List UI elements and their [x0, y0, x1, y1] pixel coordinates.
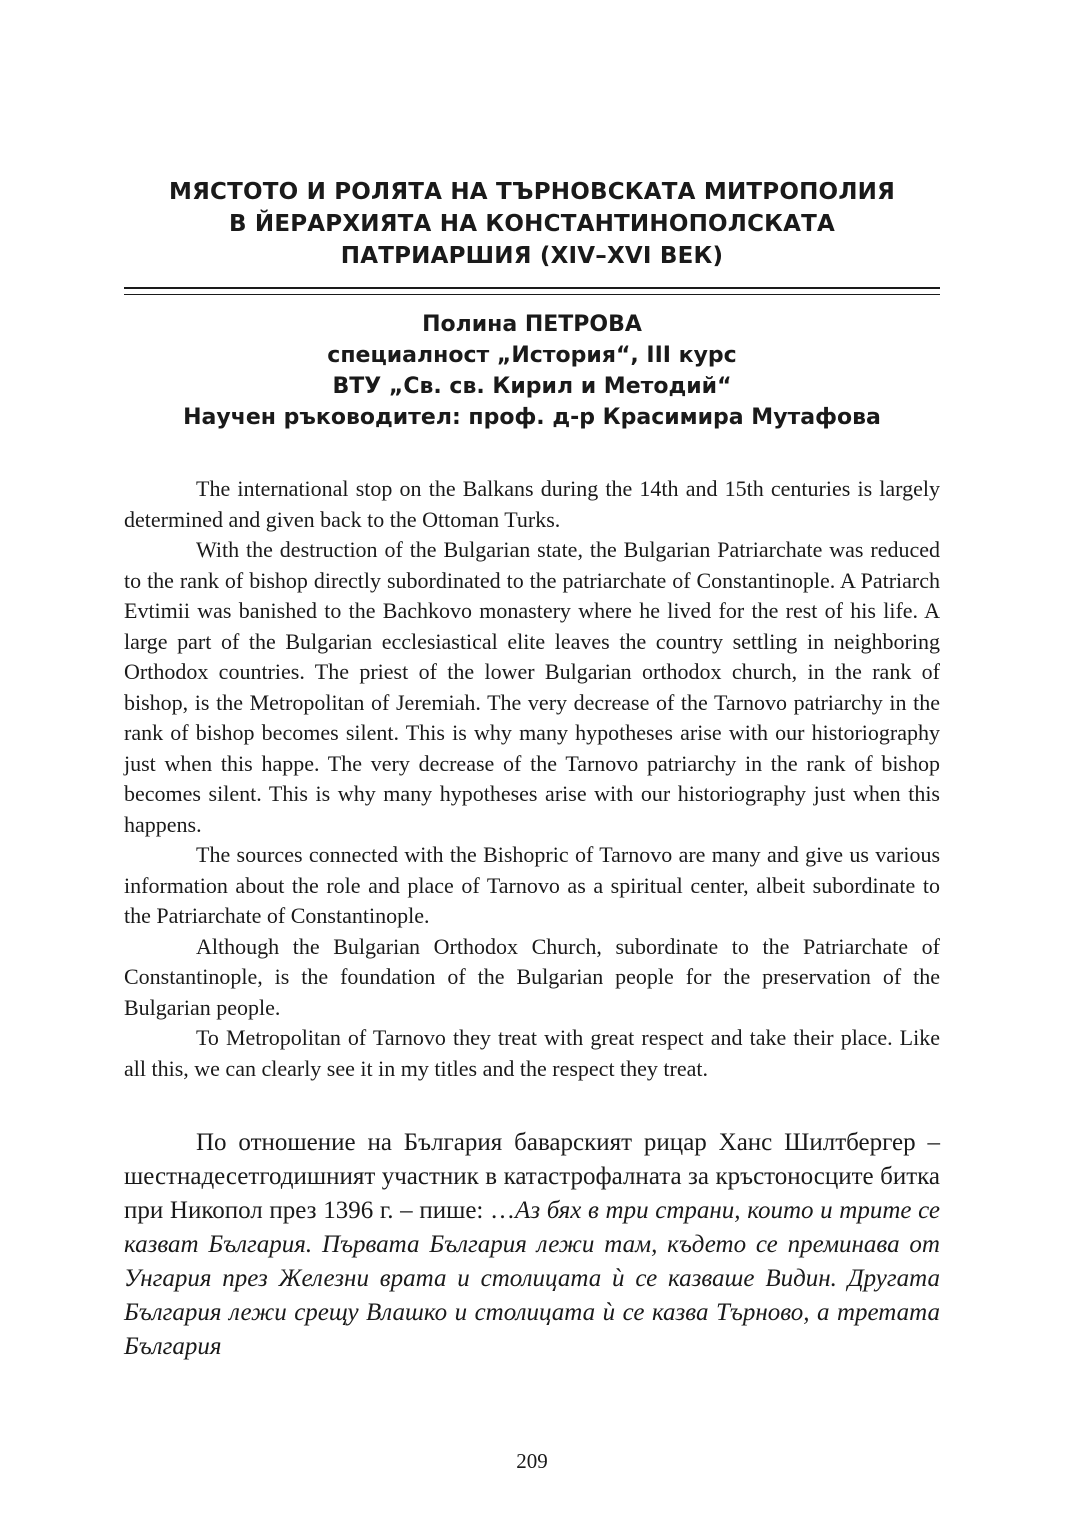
author-university: ВТУ „Св. св. Кирил и Методий“ — [332, 374, 732, 399]
abstract-paragraph: To Metropolitan of Tarnovo they treat with great respect and take their place. Like all this, we can clearly see it in my titles and the respect they treat. — [124, 1025, 940, 1081]
abstract-paragraph: The sources connected with the Bishopric of Tarnovo are many and give us various information about the role and place of Tarnovo as a spiritual center, albeit subordinate to the Patriarchate of Constantinople. — [124, 842, 940, 928]
author-block — [124, 309, 940, 433]
article-title — [124, 176, 940, 272]
title-divider-thin — [124, 294, 940, 295]
english-abstract — [124, 474, 940, 1084]
title-divider-thick — [124, 287, 940, 289]
main-text-paragraph — [124, 1126, 940, 1364]
title-line-3: ПАТРИАРШИЯ (XIV–XVI ВЕК) — [340, 243, 724, 269]
abstract-paragraph: With the destruction of the Bulgarian state, the Bulgarian Patriarchate was reduced to the rank of bishop directly subordinated to the patriarchate of Constantinople. A Patriarch Evtimii was banished to the Bachkovo monastery where he lived for the rest of his life. A large part of the Bulgarian ecclesiastical elite leaves the country settling in neighboring Orthodox countries. The priest of the lower Bulgarian orthodox church, in the rank of bishop, is the Metropolitan of Jeremiah. The very decrease of the Tarnovo patriarchy in the rank of bishop becomes silent. This is why many hypotheses arise with our historiography just when this happe. The very decrease of the Tarnovo patriarchy in the rank of bishop becomes silent. This is why many hypotheses arise with our historiography just when this happens. — [124, 537, 940, 837]
abstract-paragraph: Although the Bulgarian Orthodox Church, subordinate to the Patriarchate of Constantinople, is the foundation of the Bulgarian people for the preservation of the Bulgarian people. — [124, 933, 940, 1020]
author-name: Полина ПЕТРОВА — [422, 312, 642, 337]
title-line-1: МЯСТОТО И РОЛЯТА НА ТЪРНОВСКАТА МИТРОПОЛИЯ — [169, 179, 895, 205]
title-line-2: В ЙЕРАРХИЯТА НА КОНСТАНТИНОПОЛСКАТА — [228, 211, 836, 237]
page-number: 209 — [516, 1449, 548, 1473]
abstract-paragraph: The international stop on the Balkans during the 14th and 15th centuries is largely determined and given back to the Ottoman Turks. — [124, 476, 940, 532]
main-text-regular: По отношение на България баварският рицар Ханс Шилтбергер – шестнадесетгодишният участник в катастрофалната за кръстоносците битка при Никопол през 1396 г. – пише: … — [124, 1129, 940, 1224]
author-specialty: специалност „История“, III курс — [327, 343, 737, 368]
main-text-quotation: Аз бях в три страни, които и трите се казват България. Първата България лежи там, където се преминава от Унгария през Железни врата и столицата ѝ се казваше Видин. Другата България лежи срещу Влашко и столицата ѝ се казва Търново, а третата България — [124, 1197, 941, 1360]
scientific-supervisor: Научен ръководител: проф. д-р Красимира Мутафова — [183, 405, 881, 430]
